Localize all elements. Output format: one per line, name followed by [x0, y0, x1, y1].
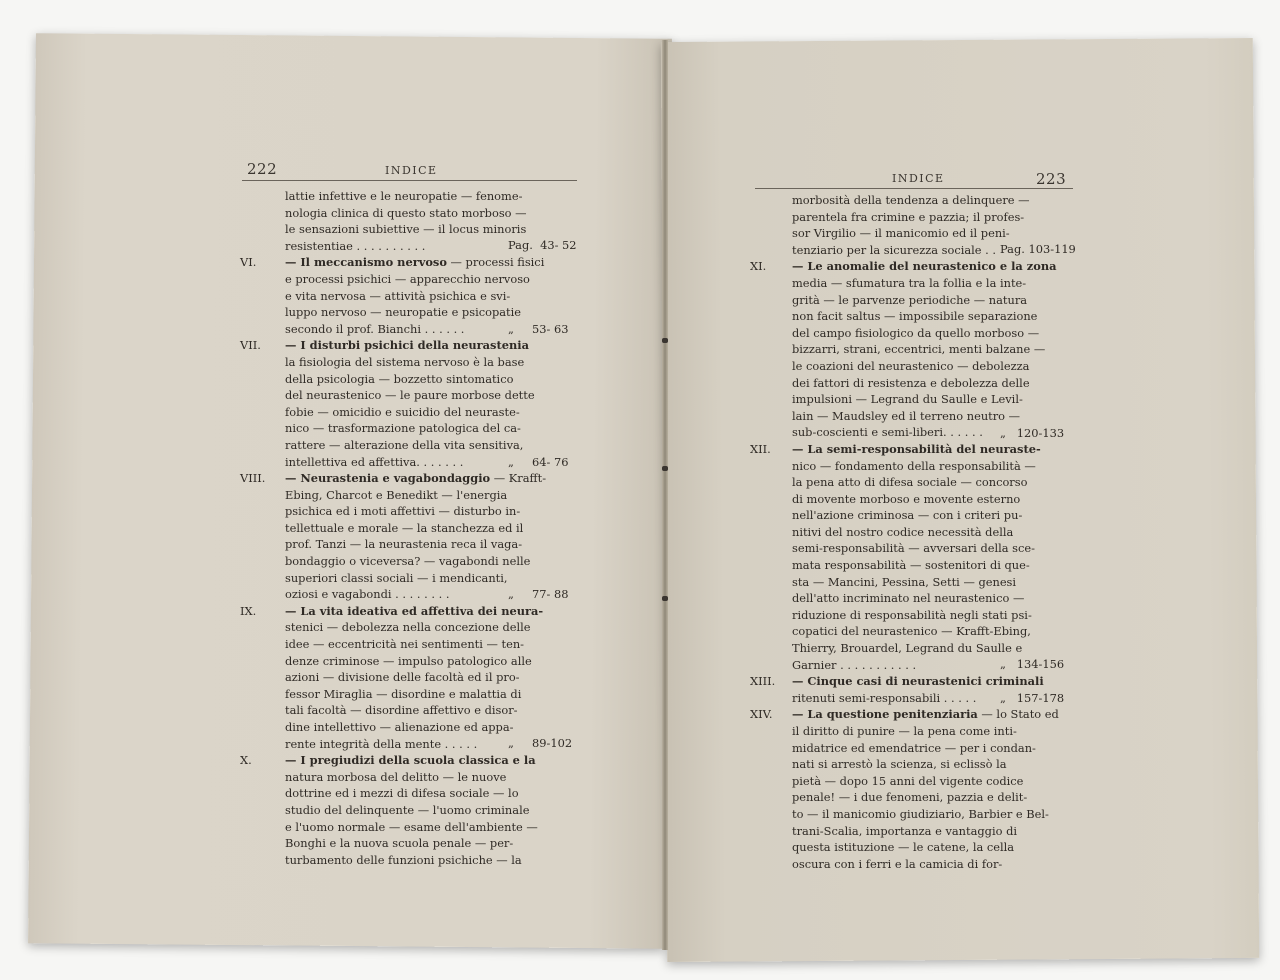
entry-line: dell'atto incriminato nel neurastenico — [792, 591, 1025, 606]
entry-line: e l'uomo normale — esame dell'ambiente — [285, 819, 538, 834]
entry-line: azioni — divisione delle facoltà ed il pro- [285, 670, 520, 685]
entry-line: — Krafft- [490, 471, 547, 486]
entry-line: lattie infettive e le neuropatie — fenome- [285, 189, 523, 203]
entry-line: pietà — dopo 15 anni del vigente codice [792, 773, 1024, 788]
right-toc [750, 192, 1075, 872]
chapter-title: — La semi-responsabilità del neuraste- [792, 441, 1041, 456]
entry-line: — processi fisici [446, 255, 545, 270]
entry-line: oscura con i ferri e la camicia di for- [792, 856, 1003, 871]
entry-line: la fisiologia del sistema nervoso è la base [285, 354, 525, 369]
entry-line: bizzarri, strani, eccentrici, menti balzane — [792, 342, 1046, 357]
entry-line: morbosità della tendenza a delinquere — [792, 193, 1030, 207]
entry-line: rente integrità della mente . . . . . [285, 736, 478, 751]
entry-line: della psicologia — bozzetto sintomatico [285, 371, 514, 386]
chapter-title: — Neurastenia e vagabondaggio [285, 471, 491, 486]
right-header-rule [755, 188, 1073, 189]
binding-stitch [662, 596, 668, 601]
page-range: „ 120-133 [1000, 425, 1065, 440]
entry-line: denze criminose — impulso patologico alle [285, 653, 532, 668]
page-range: „ 157-178 [1000, 690, 1065, 705]
entry-line: to — il manicomio giudiziario, Barbier e Bel- [792, 806, 1049, 821]
chapter-numeral: XII. [750, 441, 771, 456]
binding-stitch [662, 338, 668, 343]
chapter-numeral: X. [240, 753, 252, 768]
entry-line: riduzione di responsabilità negli stati psi- [792, 607, 1032, 622]
entry-line: Bonghi e la nuova scuola penale — per- [285, 836, 514, 851]
entry-line: luppo nervoso — neuropatie e psicopatie [285, 305, 521, 320]
entry-line: superiori classi sociali — i mendicanti, [285, 570, 508, 585]
chapter-numeral: XIV. [750, 707, 773, 722]
entry-line: parentela fra crimine e pazzia; il profes- [792, 209, 1025, 224]
entry-line: bondaggio o viceversa? — vagabondi nelle [285, 554, 531, 569]
entry-line: nico — fondamento della responsabilità — [792, 458, 1036, 473]
toc-entry [750, 673, 1075, 706]
entry-line: Ebing, Charcot e Benedikt — l'energia [285, 487, 508, 502]
toc-entry [240, 337, 580, 470]
entry-line: nologia clinica di questo stato morboso — [285, 205, 527, 220]
entry-line: idee — eccentricità nei sentimenti — ten- [285, 637, 525, 652]
right-page-number: 223 [1036, 170, 1067, 188]
entry-line: tenziario per la sicurezza sociale . . [792, 242, 996, 257]
entry-line: Thierry, Brouardel, Legrand du Saulle e [792, 641, 1023, 656]
entry-line: le sensazioni subiettive — il locus minoris [285, 222, 527, 237]
toc-entry [750, 258, 1075, 441]
page-range: „ 77- 88 [508, 587, 569, 602]
chapter-title: — Le anomalie del neurastenico e la zona [792, 259, 1057, 274]
entry-line: turbamento delle funzioni psichiche — la [285, 852, 522, 867]
page-range: „ 53- 63 [508, 321, 569, 336]
entry-line: nati si arrestò la scienza, si eclissò la [792, 757, 1007, 772]
chapter-numeral: XI. [750, 259, 767, 274]
toc-entry [750, 706, 1075, 872]
entry-line: sub-coscienti e semi-liberi. . . . . . [792, 425, 983, 440]
entry-line: il diritto di punire — la pena come inti- [792, 724, 1017, 738]
book-spine [662, 40, 668, 950]
left-running-head: INDICE [385, 164, 438, 177]
entry-line: fobie — omicidio e suicidio del neuraste- [285, 404, 520, 419]
entry-line: del neurastenico — le paure morbose dette [285, 388, 535, 403]
entry-line: trani-Scalia, importanza e vantaggio di [792, 823, 1018, 838]
entry-line: non facit saltus — impossibile separazione [792, 309, 1038, 324]
chapter-title: — Cinque casi di neurastenici criminali [792, 674, 1044, 689]
page-range: „ 89-102 [508, 736, 573, 751]
right-running-head: INDICE [892, 172, 945, 185]
chapter-title: — Il meccanismo nervoso [285, 255, 447, 270]
entry-line: dine intellettivo — alienazione ed appa- [285, 720, 514, 734]
entry-line: studio del delinquente — l'uomo criminale [285, 802, 530, 817]
entry-line: tellettuale e morale — la stanchezza ed il [285, 520, 524, 535]
entry-line: e processi psichici — apparecchio nervoso [285, 271, 530, 286]
left-page-number: 222 [247, 160, 278, 178]
chapter-title: — La vita ideativa ed affettiva dei neura- [285, 603, 544, 618]
chapter-title: — La questione penitenziaria [792, 707, 978, 722]
entry-line: penale! — i due fenomeni, pazzia e delit- [792, 790, 1028, 805]
entry-line: di movente morboso e movente esterno [792, 491, 1021, 506]
page-range: „ 64- 76 [508, 454, 569, 469]
entry-line: semi-responsabilità — avversari della sce- [792, 541, 1035, 556]
page-range: „ 134-156 [1000, 657, 1065, 672]
entry-line: natura morbosa del delitto — le nuove [285, 769, 507, 784]
entry-line: mata responsabilità — sostenitori di que- [792, 558, 1030, 573]
entry-line: prof. Tanzi — la neurastenia reca il vaga- [285, 537, 523, 552]
entry-line: copatici del neurastenico — Krafft-Ebing, [792, 624, 1031, 639]
entry-line: e vita nervosa — attività psichica e svi- [285, 288, 511, 303]
entry-line: dottrine ed i mezzi di difesa sociale — lo [285, 786, 519, 801]
entry-line: lain — Maudsley ed il terreno neutro — [792, 408, 1021, 423]
chapter-numeral: IX. [240, 603, 257, 618]
chapter-numeral: XIII. [750, 674, 776, 689]
entry-line: oziosi e vagabondi . . . . . . . . [285, 587, 450, 602]
entry-line: midatrice ed emendatrice — per i condan- [792, 740, 1036, 755]
left-header-rule [242, 180, 577, 181]
page-range: Pag. 43- 52 [508, 238, 577, 253]
left-toc [240, 188, 580, 868]
entry-line: rattere — alterazione della vita sensitiva, [285, 437, 524, 452]
entry-line: stenici — debolezza nella concezione delle [285, 620, 531, 635]
entry-line: nico — trasformazione patologica del ca- [285, 421, 521, 436]
entry-line: del campo fisiologico da quello morboso — [792, 325, 1040, 340]
entry-line: sta — Mancini, Pessina, Setti — genesi [792, 574, 1017, 589]
entry-line: intellettiva ed affettiva. . . . . . . [285, 454, 464, 469]
toc-entry [240, 254, 580, 337]
entry-line: impulsioni — Legrand du Saulle e Levil- [792, 392, 1023, 407]
entry-line: grità — le parvenze periodiche — natura [792, 292, 1028, 307]
toc-entry [240, 603, 580, 752]
chapter-numeral: VIII. [240, 471, 266, 486]
toc-entry [750, 192, 1075, 258]
entry-line: media — sfumatura tra la follia e la inte- [792, 275, 1027, 290]
entry-line: tali facoltà — disordine affettivo e disor- [285, 703, 518, 718]
chapter-numeral: VII. [240, 338, 261, 353]
entry-line: Garnier . . . . . . . . . . . [792, 657, 917, 672]
entry-line: resistentiae . . . . . . . . . . [285, 238, 426, 253]
entry-line: — lo Stato ed [977, 707, 1059, 722]
entry-line: psichica ed i moti affettivi — disturbo in- [285, 504, 521, 519]
entry-line: secondo il prof. Bianchi . . . . . . [285, 321, 465, 336]
entry-line: questa istituzione — le catene, la cella [792, 840, 1015, 855]
entry-line: nell'azione criminosa — con i criteri pu- [792, 508, 1023, 523]
entry-line: ritenuti semi-responsabili . . . . . [792, 690, 977, 705]
entry-line: fessor Miraglia — disordine e malattia di [285, 686, 522, 701]
toc-entry [750, 441, 1075, 673]
binding-stitch [662, 466, 668, 471]
chapter-title: — I pregiudizi della scuola classica e la [285, 753, 536, 768]
entry-line: dei fattori di resistenza e debolezza delle [792, 375, 1030, 390]
entry-line: nitivi del nostro codice necessità della [792, 524, 1014, 539]
entry-line: la pena atto di difesa sociale — concorso [792, 475, 1028, 490]
page-range: Pag. 103-119 [1000, 242, 1076, 257]
chapter-numeral: VI. [240, 255, 257, 270]
toc-entry [240, 188, 580, 254]
chapter-title: — I disturbi psichici della neurastenia [285, 338, 529, 353]
entry-line: sor Virgilio — il manicomio ed il peni- [792, 226, 1010, 241]
toc-entry [240, 752, 580, 868]
toc-entry [240, 470, 580, 603]
entry-line: le coazioni del neurastenico — debolezza [792, 358, 1030, 373]
